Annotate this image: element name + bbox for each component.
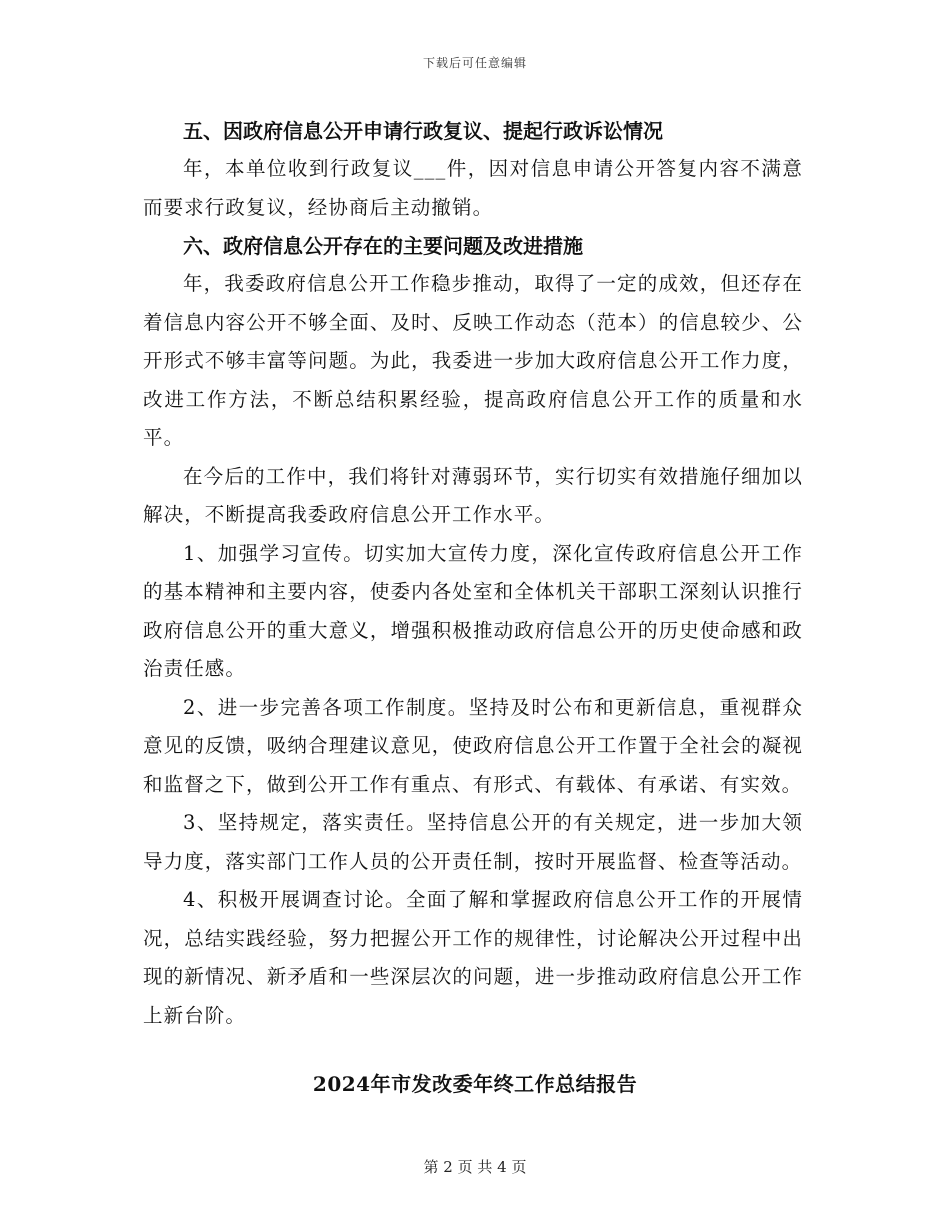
section-6-heading: 六、政府信息公开存在的主要问题及改进措施 bbox=[183, 234, 583, 258]
section-5-paragraph: 年，本单位收到行政复议___件，因对信息申请公开答复内容不满意而要求行政复议，经协商后主动撤销。 bbox=[143, 157, 803, 219]
measure-1-paragraph: 1、加强学习宣传。切实加大宣传力度，深化宣传政府信息公开工作的基本精神和主要内容，使委内各处室和全体机关干部职工深刻认识推行政府信息公开的重大意义，增强积极推动政府信息公开的历史使命感和政治责任感。 bbox=[143, 541, 803, 680]
measure-3-paragraph: 3、坚持规定，落实责任。坚持信息公开的有关规定，进一步加大领导力度，落实部门工作人员的公开责任制，按时开展监督、检查等活动。 bbox=[143, 811, 803, 873]
section-5-heading: 五、因政府信息公开申请行政复议、提起行政诉讼情况 bbox=[183, 119, 663, 143]
header-note: 下载后可任意编辑 bbox=[422, 56, 527, 70]
section-6-paragraph-intro: 年，我委政府信息公开工作稳步推动，取得了一定的成效，但还存在着信息内容公开不够全面、及时、反映工作动态（范本）的信息较少、公开形式不够丰富等问题。为此，我委进一步加大政府信息公开工作力度，改进工作方法，不断总结积累经验，提高政府信息公开工作的质量和水平。 bbox=[143, 272, 803, 449]
page-footer: 第 2 页 共 4 页 bbox=[423, 1158, 527, 1176]
next-document-title: 2024年市发改委年终工作总结报告 bbox=[312, 1072, 638, 1096]
measure-2-paragraph: 2、进一步完善各项工作制度。坚持及时公布和更新信息，重视群众意见的反馈，吸纳合理建议意见，使政府信息公开工作置于全社会的凝视和监督之下，做到公开工作有重点、有形式、有载体、有承诺、有实效。 bbox=[143, 695, 803, 796]
section-6-paragraph-plan: 在今后的工作中，我们将针对薄弱环节，实行切实有效措施仔细加以解决，不断提高我委政府信息公开工作水平。 bbox=[143, 464, 803, 526]
document-body bbox=[143, 112, 803, 1035]
measure-4-paragraph: 4、积极开展调查讨论。全面了解和掌握政府信息公开工作的开展情况，总结实践经验，努力把握公开工作的规律性，讨论解决公开过程中出现的新情况、新矛盾和一些深层次的问题，进一步推动政府信息公开工作上新台阶。 bbox=[143, 888, 803, 1027]
